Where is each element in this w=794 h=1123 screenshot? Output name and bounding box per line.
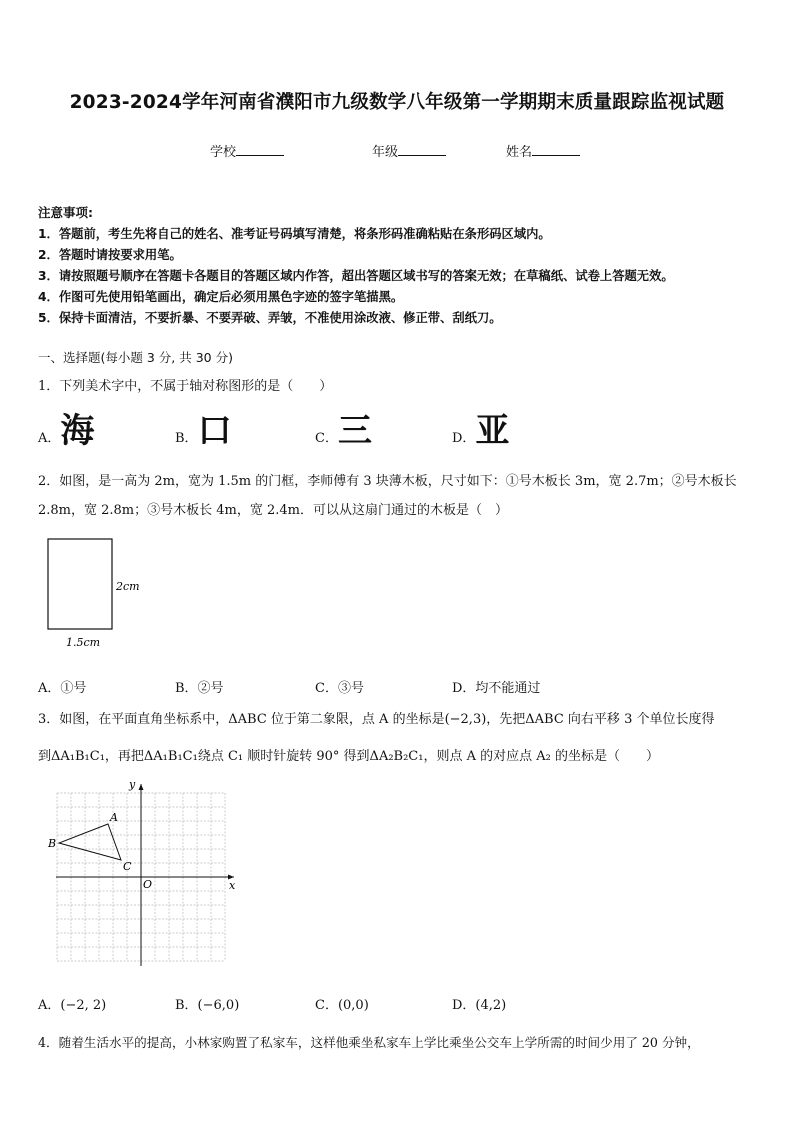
name-blank — [532, 143, 580, 156]
coordinate-grid-figure — [42, 776, 242, 976]
art-character: 亚 — [475, 411, 510, 451]
y-axis-label: y — [129, 778, 136, 791]
q3-option-a: A．(−2, 2) — [38, 998, 107, 1013]
door-rectangle — [48, 539, 112, 629]
school-blank — [236, 143, 284, 156]
option-letter: B． — [175, 431, 198, 446]
name-field — [506, 141, 580, 160]
section-heading: 一、选择题(每小题 3 分, 共 30 分) — [38, 350, 233, 365]
triangle-abc — [59, 824, 121, 860]
grade-blank — [398, 143, 446, 156]
x-axis-label: x — [229, 879, 236, 892]
question-3-line-2: 到ΔA₁B₁C₁，再把ΔA₁B₁C₁绕点 C₁ 顺时针旋转 90° 得到ΔA₂B₂C₁，则点 A 的对应点 A₂ 的坐标是（ ） — [38, 749, 659, 764]
q2-option-a: A．①号 — [38, 681, 87, 696]
note-item: 4．作图可先使用铅笔画出，确定后必须用黑色字迹的签字笔描黑。 — [38, 290, 404, 304]
question-2-line-2: 2.8m，宽 2.8m；③号木板长 4m，宽 2.4m．可以从这扇门通过的木板是（ ） — [38, 503, 508, 518]
q1-option-d — [452, 411, 510, 451]
art-character: 三 — [337, 411, 372, 451]
note-item: 5．保持卡面清洁，不要折暴、不要弄破、弄皱，不准使用涂改液、修正带、刮纸刀。 — [38, 311, 502, 325]
school-label: 学校 — [210, 145, 237, 160]
grade-label: 年级 — [372, 145, 399, 160]
question-1-text: 1．下列美术字中，不属于轴对称图形的是（ ） — [38, 379, 333, 394]
q3-option-c: C．(0,0) — [315, 998, 369, 1013]
grade-field — [372, 141, 446, 160]
q2-option-d: D．均不能通过 — [452, 681, 541, 696]
door-width-label: 1.5cm — [66, 636, 101, 649]
option-letter: C． — [315, 431, 338, 446]
q2-option-c: C．③号 — [315, 681, 364, 696]
q3-option-b: B．(−6,0) — [175, 998, 240, 1013]
origin-label: O — [143, 878, 153, 891]
art-character: 海 — [60, 411, 95, 451]
school-field — [210, 141, 284, 160]
q2-option-b: B．②号 — [175, 681, 224, 696]
notes-heading: 注意事项: — [38, 205, 93, 220]
q3-option-d: D．(4,2) — [452, 998, 507, 1013]
q1-option-a — [38, 411, 95, 451]
question-4-line-1: 4．随着生活水平的提高，小林家购置了私家车，这样他乘坐私家车上学比乘坐公交车上学所需的时间少用了 20 分钟， — [38, 1035, 700, 1050]
option-letter: A． — [38, 431, 61, 446]
y-axis-arrow — [139, 784, 144, 790]
q1-option-c — [315, 411, 372, 451]
note-item: 3．请按照题号顺序在答题卡各题目的答题区域内作答，超出答题区域书写的答案无效；在草稿纸、试卷上答题无效。 — [38, 269, 674, 283]
note-item: 2．答题时请按要求用笔。 — [38, 248, 182, 262]
door-frame-figure — [40, 532, 150, 650]
door-height-label: 2cm — [116, 580, 140, 593]
point-c-label: C — [123, 860, 132, 873]
option-letter: D． — [452, 431, 476, 446]
note-item: 1．答题前，考生先将自己的姓名、准考证号码填写清楚，将条形码准确粘贴在条形码区域内。 — [38, 227, 551, 241]
art-character: 口 — [197, 411, 232, 451]
point-b-label: B — [48, 837, 57, 850]
question-2-line-1: 2．如图，是一高为 2m，宽为 1.5m 的门框，李师傅有 3 块薄木板，尺寸如下：①号木板长 3m，宽 2.7m；②号木板长 — [38, 474, 737, 489]
question-3-line-1: 3．如图，在平面直角坐标系中，ΔABC 位于第二象限，点 A 的坐标是(−2,3)，先把ΔABC 向右平移 3 个单位长度得 — [38, 712, 715, 727]
page-title: 2023-2024学年河南省濮阳市九级数学八年级第一学期期末质量跟踪监视试题 — [69, 92, 725, 113]
name-label: 姓名 — [506, 145, 533, 160]
q1-option-b — [175, 411, 232, 451]
point-a-label: A — [110, 811, 118, 824]
